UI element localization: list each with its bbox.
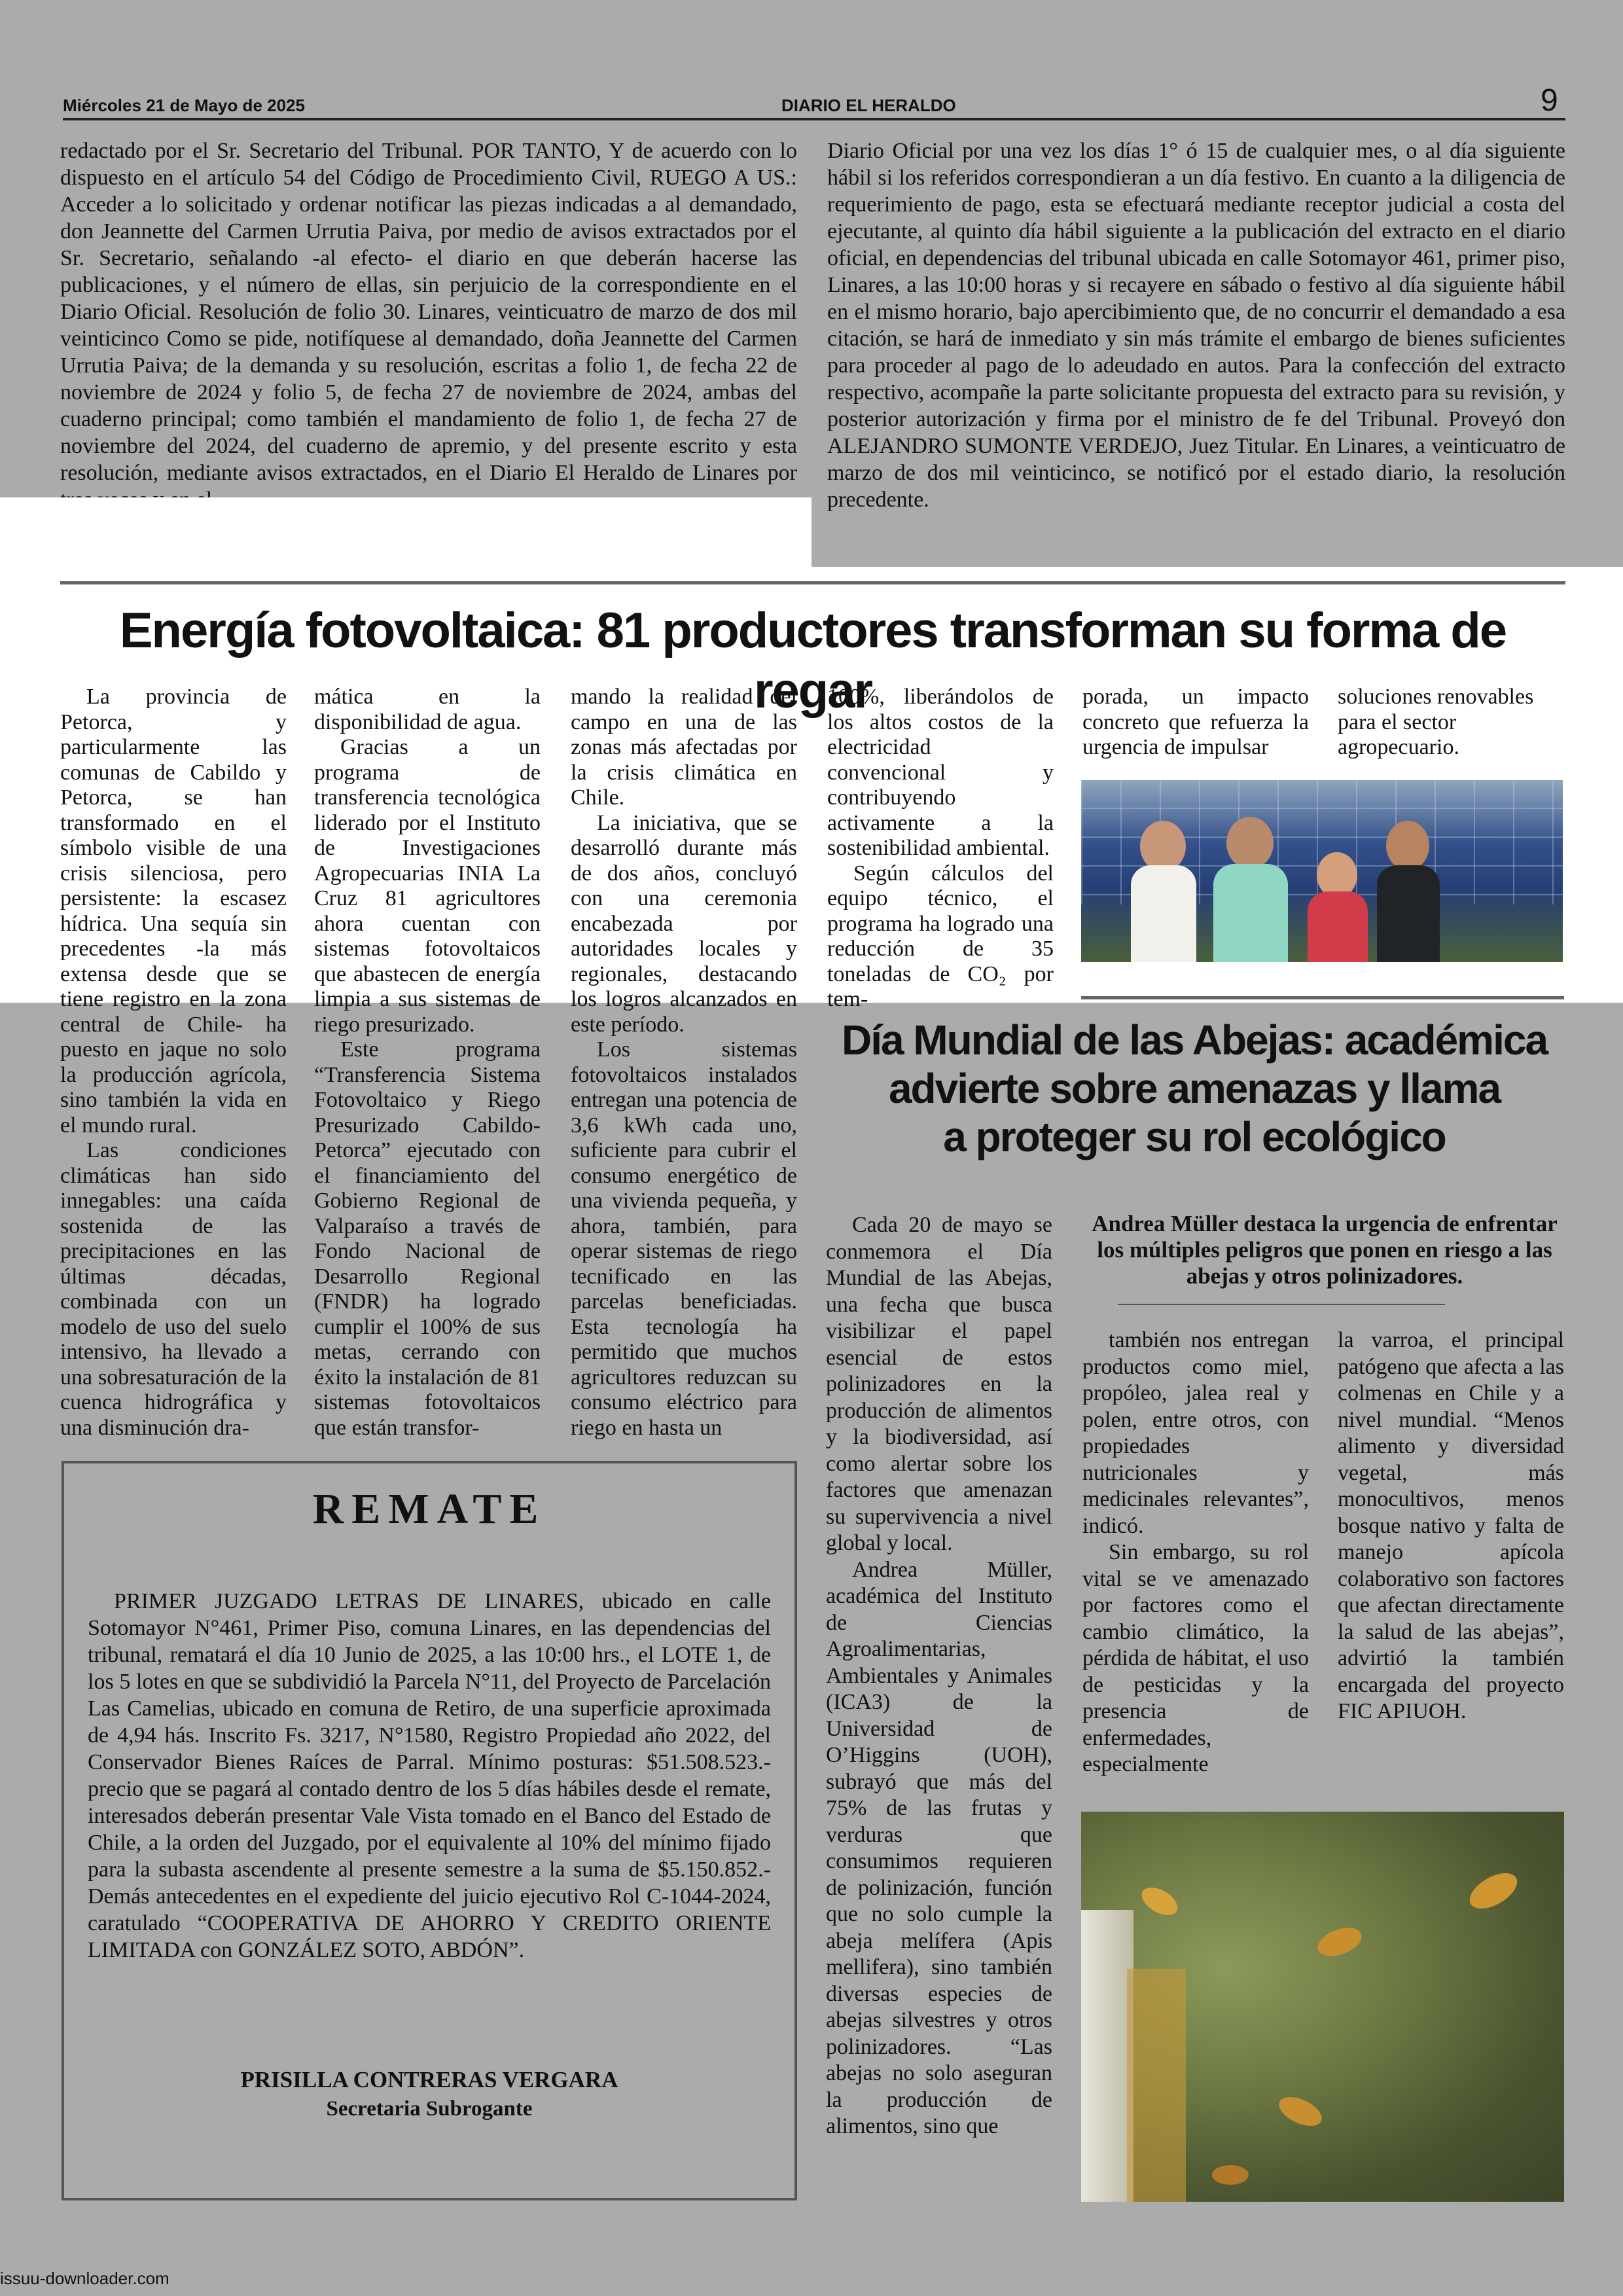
page-number: 9 bbox=[1541, 83, 1558, 118]
paragraph: La iniciativa, que se desarrolló durante más de dos años, concluyó con una ceremonia encabezada por autoridades locales y regionales, destacando los logros alcanzados en este período. bbox=[571, 810, 797, 1037]
paragraph: Las condiciones climáticas han sido innegables: una caída sostenida de las precipitaciones en las últimas décadas, combinada con un modelo de uso del suelo intensivo, ha llevado a una sobresaturación de la cuenca hidrográfica y una disminución dra- bbox=[60, 1138, 287, 1440]
bees-column-2 bbox=[1082, 1327, 1309, 1778]
header-paper-name: DIARIO EL HERALDO bbox=[781, 96, 956, 115]
notice-left-column: redactado por el Sr. Secretario del Tribunal. POR TANTO, Y de acuerdo con lo dispuesto en el artículo 54 del Código de Procedimiento Civil, RUEGO A US.: Acceder a lo solicitado y ordenar notificar las piezas indicadas a al demandado, don Jeannette del Carmen Urrutia Paiva, por medio de avisos extractados por el Sr. Secretario, señalando -al efecto- el diario en que deberán hacerse las publicaciones, y el número de ellas, sin perjuicio de la correspondiente en el Diario Oficial. Resolución de folio 30. Linares, veinticuatro de marzo de dos mil veinticinco Como se pide, notifíquese al demandado, doña Jeannette del Carmen Urrutia Paiva; de la demanda y su resolución, escritas a folio 1, de fecha 22 de noviembre de 2024 y folio 5, de fecha 27 de noviembre de 2024, ambas del cuaderno principal; como también el mandamiento de folio 1, de fecha 27 de noviembre del 2024, del cuaderno de apremio, y del presente escrito y esta resolución, mediante avisos extractados, en el Diario El Heraldo de Linares por bbox=[60, 139, 797, 485]
solar-column-5: porada, un impacto concreto que refuerza la urgencia de impulsar bbox=[1082, 685, 1309, 759]
paragraph: 100%, liberándolos de los altos costos de la electricidad convencional y contribuyendo activamente a la sostenibilidad ambiental. bbox=[827, 685, 1054, 860]
paragraph: Sin embargo, su rol vital se ve amenazado por factores como el cambio climático, la pérdida de hábitat, el uso de pesticidas y la presencia de enfermedades, especialmente bbox=[1082, 1540, 1309, 1776]
solar-column-4 bbox=[827, 685, 1054, 1013]
solar-panel-photo bbox=[1081, 780, 1563, 962]
remate-body: PRIMER JUZGADO LETRAS DE LINARES, ubicado en calle Sotomayor N°461, Primer Piso, comuna Linares, en las dependencias del tribunal, rematará el día 10 Junio de 2025, a las 10:00 hrs., el LOTE 1, de los 5 lotes en que se subdividió la Parcela N°11, del Proyecto de Parcelación Las Camelias, ubicado en comuna de Retiro, de una superficie aproximada de 4,94 hás. Inscrito Fs. 3217, N°1580, Registro Propiedad año 2022, del Conservador Bienes Raíces de Parral. Mínimo posturas: $51.508.523.- precio que se pagará al contado dentro de los 5 días hábiles desde el remate, interesados deberán presentar Vale Vista tomado en el Banco del Estado de Chile, a la orden del Juzgado, por el equivalente al 10% del mínimo fijado para la subasta ascendente al presente semestre a la suma de $5.150.852.- Demás antecedentes en el expediente del juicio ejecutivo Rol C-1044-2024, caratulado “COOPERATIVA DE AHORRO Y CREDITO ORIENTE LIMITADA con GONZÁLEZ SOTO, ABDÓN”. bbox=[88, 1589, 771, 1962]
headline-rule bbox=[60, 581, 1565, 584]
notice-right-column: Diario Oficial por una vez los días 1° ó 15 de cualquier mes, o al día siguiente hábil si los referidos correspondieran a un día festivo. En cuanto a la diligencia de requerimiento de pago, esta se efectuará mediante receptor judicial a costa del ejecutante, al quinto día hábil siguiente a la publicación del extracto en el diario oficial, en dependencias del tribunal ubicada en calle Sotomayor 461, primer piso, Linares, a las 10:00 horas y si recayere en sábado o festivo al día siguiente hábil en el mismo horario, bajo apercibimiento que, de no concurrir el demandado a esa citación, se hará de inmediato y sin más trámite el embargo de bienes suficientes para proceder al pago de lo adeudado en autos. Para la confección del extracto respectivo, acompañe la parte solicitante propuesta del extracto para su revisión, y posterior autorización y firma por el ministro de fe del Tribunal. Proveyó don ALEJANDRO SUMONTE VERDEJO, Juez Titular. En Linares, a veinticuatro de marzo de dos mil veinticinco, se notificó por el estado diario, la resolución precedente. bbox=[827, 139, 1565, 512]
bees-headline-line-1: Día Mundial de las Abejas: académica bbox=[841, 1016, 1548, 1064]
bees-photo bbox=[1081, 1812, 1564, 2202]
watermark: issuu-downloader.com bbox=[0, 2269, 169, 2288]
bees-deck: Andrea Müller destaca la urgencia de enfrentar los múltiples peligros que ponen en riesgo a las abejas y otros polinizadores. bbox=[1092, 1211, 1558, 1289]
paragraph: Los sistemas fotovoltaicos instalados entregan una potencia de 3,6 kWh cada uno, suficiente para cubrir el consumo energético de una vivienda pequeña, y ahora, también, para operar sistemas de riego tecnificado en las parcelas beneficiadas. Esta tecnología ha permitido que muchos agricultores reduzcan su consumo eléctrico para riego en hasta un bbox=[571, 1037, 797, 1440]
bees-headline-line-2: advierte sobre amenazas y llama bbox=[888, 1065, 1501, 1112]
paragraph: Andrea Müller, académica del Instituto de Ciencias Agroalimentarias, Ambientales y Animales (ICA3) de la Universidad de O’Higgins (UOH), subrayó que más del 75% de las frutas y verduras que consumimos requieren de polinización, función que no solo cumple la abeja melífera (Apis mellifera), sino también diversas especies de abejas silvestres y otros polinizadores. “Las abejas no solo aseguran la producción de alimentos, sino que bbox=[826, 1557, 1052, 2138]
bees-column-3: la varroa, el principal patógeno que afecta a las colmenas en Chile y a nivel mundial. “Menos alimento y diversidad vegetal, más monocultivos, menos bosque nativo y falta de manejo apícola colaborativo son factores que afectan directamente la salud de las abejas”, advirtió la también encargada del proyecto FIC APIUOH. bbox=[1338, 1328, 1564, 1723]
paragraph: Cada 20 de mayo se conmemora el Día Mundial de las Abejas, una fecha que busca visibilizar el papel esencial de estos polinizadores en la producción de alimentos y la biodiversidad, así como alertar sobre los factores que amenazan su supervivencia a nivel global y local. bbox=[826, 1213, 1052, 1555]
solar-column-3 bbox=[571, 685, 797, 1441]
remate-signer: PRISILLA CONTRERAS VERGARA bbox=[240, 2067, 618, 2092]
paragraph: mando la realidad del campo en una de las zonas más afectadas por la crisis climática en Chile. bbox=[571, 685, 797, 810]
paragraph: Gracias a un programa de transferencia tecnológica liderado por el Instituto de Investigaciones Agropecuarias INIA La Cruz 81 agricultores ahora cuentan con sistemas fotovoltaicos que abastecen de energía limpia a sus sistemas de riego presurizado. bbox=[314, 735, 541, 1037]
paragraph: Este programa “Transferencia Sistema Fotovoltaico y Riego Presurizado Cabildo-Petorca” ejecutado con el financiamiento del Gobierno Regional de Valparaíso a través de Fondo Nacional de Desarrollo Regional (FNDR) ha logrado cumplir el 100% de sus metas, cerrando con éxito la instalación de 81 sistemas fotovoltaicos que están transfor- bbox=[314, 1037, 541, 1440]
solar-column-2 bbox=[314, 685, 541, 1441]
paragraph: La provincia de Petorca, y particularmente las comunas de Cabildo y Petorca, se han transformado en el símbolo visible de una crisis silenciosa, pero persistente: la escasez hídrica. Una sequía sin precedentes -la más extensa desde que se tiene registro en la zona central de Chile- ha puesto en jaque no solo la producción agrícola, sino también la vida en el mundo rural. bbox=[60, 685, 287, 1138]
paragraph: también nos entregan productos como miel, propóleo, jalea real y polen, entre otros, con propiedades nutricionales y medicinales relevantes”, indicó. bbox=[1082, 1328, 1309, 1538]
remate-signer-title: Secretaria Subrogante bbox=[326, 2097, 533, 2121]
paragraph: mática en la disponibilidad de agua. bbox=[314, 685, 541, 734]
notice-white-strip bbox=[0, 497, 812, 567]
deck-rule bbox=[1118, 1304, 1445, 1305]
header-rule bbox=[63, 118, 1565, 120]
remate-title: REMATE bbox=[312, 1485, 546, 1533]
bees-headline bbox=[818, 1016, 1571, 1161]
remate-box bbox=[62, 1461, 797, 2200]
header-date: Miércoles 21 de Mayo de 2025 bbox=[63, 96, 305, 115]
section-rule bbox=[1081, 996, 1564, 999]
solar-column-6: soluciones renovables para el sector agropecuario. bbox=[1338, 685, 1534, 759]
solar-column-1 bbox=[60, 685, 287, 1441]
solar-headline: Energía fotovoltaica: 81 productores transforman su forma de regar bbox=[119, 603, 1507, 719]
paragraph: Según cálculos del equipo técnico, el programa ha logrado una reducción de 35 toneladas de CO₂ por tem- bbox=[827, 861, 1054, 1011]
bees-headline-line-3: a proteger su rol ecológico bbox=[943, 1113, 1446, 1160]
bees-column-1 bbox=[826, 1212, 1052, 2140]
